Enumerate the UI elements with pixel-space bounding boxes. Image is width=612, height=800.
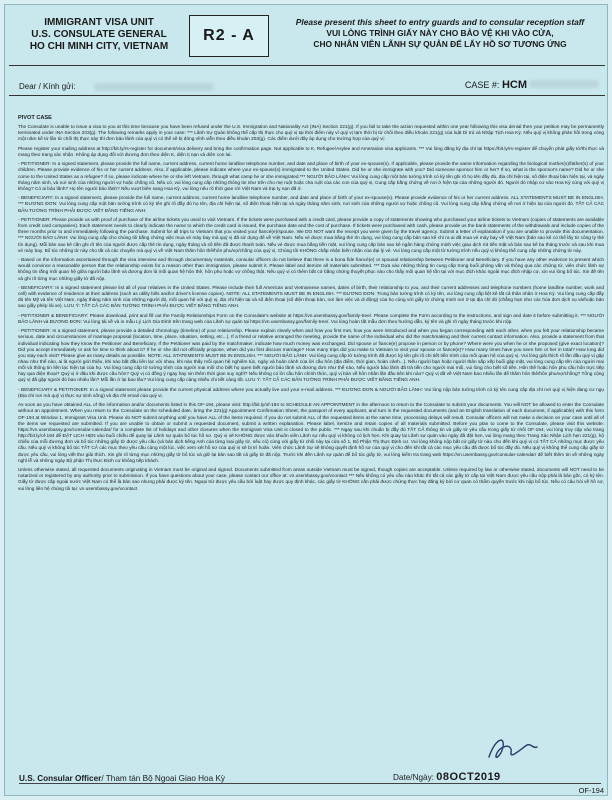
- paragraph-relationship-evidence: - Based on the information ascertained through the visa interview and through documentary materials, consular officers do not believe that there is a bona fide fiancé(e) or spousal relationship between Petitioner and Beneficiary. If you have any other evidence to present which would convince a reasonable person that the relationship exists for a reason other than immigration, please submit it. Please label and itemize all materials submitted. *** Dựa vào những thông tin cung cấp trong buổi phỏng vấn và thông qua các chứng từ, viên chức lãnh sự không tin rằng mối quan hệ giữa người bảo lãnh và đương đơn là mối quan hệ hôn thê, hôn phu hoặc vợ chồng thật. Nếu quý vị có thêm bất cứ bằng chứng thuyết phục nào cho thấy mối quan hệ tồn tại với mục đích khác ngoài mục đích nhập cư, xin vui lòng bổ túc. Xin đề tên và ghi rõ từng mục những giấy tờ đã nộp.: [18, 258, 604, 282]
- redacted-name: [94, 83, 214, 91]
- paragraph-document-requirements: Unless otherwise stated, all requested documents originating in Vietnam must be original and signed. Documents submitted from areas outside Vietnam must be signed, though copies are acceptable. Unless required by law or otherwise stated, documents will NOT need to be notarized or registered by any authority prior to submission. If you have questions about your case, please contact our office at: vn.usembassy.gov/vcontact *** Nếu không có yêu cầu nào khác thì tất cả các giấy tờ cấp tại Việt Nam được yêu cầu nộp phải là bản gốc, có ký tên. Giấy tờ được cấp ngoài nước Việt Nam có thể là bản sao nhưng phải được ký tên. Ngoại trừ được yêu cầu bởi luật hay được quy định khác, các giấy tờ KHÔNG cần phải được chứng thực hay đăng ký bởi cơ quan có thẩm quyền trước khi nộp bổ túc. Nếu có câu hỏi về hồ sơ, vui lòng liên hệ chúng tôi tại: vn.usembassy.gov/vcontact: [18, 468, 604, 492]
- section-title: PIVOT CASE: [18, 115, 52, 121]
- redacted-case-number: [529, 80, 599, 88]
- case-prefix: HCM: [501, 79, 527, 91]
- case-number: [465, 79, 599, 91]
- form-header: [9, 7, 605, 65]
- issuer-city: HO CHI MINH CITY, VIETNAM: [29, 41, 169, 52]
- paragraph-appointment-instructions: As soon as you have obtained ALL of the information and/or documents listed in this OF-194, please visit: http://bit.ly/of-194 to SCHEDULE AN APPOINTMENT in the afternoon to return to the Consulate to submit your documents. You will NOT be allowed to enter the Consulate without an appointment. When you return to the Consulate on the scheduled date, bring the 221(g) Appointment Confirmation Sheet, the passport of every applicant, and turn in the requested documents (and an English translation of each document, if applicable) with this form OF-194 at Window 1, Immigrant Visa Unit. Please do NOT submit anything until you have ALL of the items required. If you do not submit ALL of the requested items at the same time, processing delays will result. Consular officers will not make a decision on your case until all of the items we requested are submitted. If you are unable to obtain or submit a requested document, submit a written explanation. Please label, itemize and retain copies of all materials submitted. Before you plan to come to the Consulate, please visit this website: https://vn.usembassy.gov/consular-calendar/ for a complete list of holidays and other closures when the Immigrant Visa Unit is closed to the public. *** Ngay sau khi chuẩn bị đầy đủ TẤT CẢ thông tin và giấy tờ yêu cầu trong giấy từ chối OF-194, vui lòng truy cập vào trang http://bit.ly/of-194 để ĐẶT LỊCH HẸN vào buổi chiều để quay lại Lãnh sự quán bổ túc hồ sơ. Quý vị sẽ KHÔNG được vào khuôn viên Lãnh sự nếu quý vị không có lịch hẹn. Khi quay lại Lãnh sự quán vào ngày đã đặt hẹn, vui lòng mang theo Trang Xác Nhận Lịch hẹn 221(g), hộ chiếu của mỗi đương đơn và bổ túc những giấy tờ được yêu cầu (và bản dịch tiếng Anh của từng loại giấy tờ, nếu có) cùng với giấy từ chối này tại cửa số 1, Bộ Phận Thị thực Định cư. Vui lòng không nộp bất cứ giấy tờ nào cho đến khi quý vị có TẤT CẢ những mục được yêu cầu. Nếu quý vị không bổ túc TẤT CẢ các mục theo yêu cầu cùng một lúc, việc xem xét hồ sơ của quý vị sẽ bị trì hoãn. Viên chức Lãnh Sự sẽ không quyết định hồ sơ của quý vị cho đến khi tất cả các mục yêu cầu đã được bổ túc đầy đủ. Nếu quý vị không thể cung cấp giấy tờ được yêu cầu, vui lòng viết thư giải thích. Xin ghi rõ từng mục những giấy tờ bổ túc và giữ lại bản sao tất cả giấy tờ đã nộp. Trước khi đến Lãnh sự quán để bổ túc giấy tờ, vui lòng kiểm tra trang web https://vn.usembassy.gov/consular-calendar/ để biết thêm tin về những ngày nghỉ lễ và những ngày Bộ phận Thị thực Định cư không tiếp khách.: [18, 403, 604, 464]
- officer-signature: [483, 727, 543, 767]
- addressee-divider: [9, 95, 605, 96]
- issuer-unit: IMMIGRANT VISA UNIT: [44, 17, 154, 28]
- addressee-line: [19, 73, 599, 91]
- paragraph-relatives-in-us: - BENEFICIARY: In a signed statement please list all of your relatives in the United States. Please include their full American and Vietnamese names, dates of birth, their relationship to you, and their current addresses and telephone numbers (home landline number, work and cell) with evidence of residence at their address (such as utility bills and/or driver's license copies). NOTE: ALL STATEMENTS MUST BE IN ENGLISH. *** ĐƯƠNG ĐƠN: Trong bản tường trình có ký tên, vui lòng cung cấp liệt kê tất cả thân nhân ở Hoa Kỳ. Vui lòng cung cấp đầy đủ tên Mỹ và tên Việt Nam, ngày tháng năm sinh của những người đó, mối quan hệ với quý vị, địa chỉ hiện tại và số điện thoại (số điện thoại bàn, nơi làm việc và di động) của họ cùng với giấy tờ chứng minh nơi ở tại địa chỉ đó (chẳng hạn như các hóa đơn dịch vụ và/hoặc bản sao giấy phép lái xe). LƯU Ý: TẤT CẢ CÁC BẢN TƯỜNG TRÌNH PHẢI ĐƯỢC VIẾT BẰNG TIẾNG ANH.: [18, 285, 604, 310]
- letter-body: [18, 115, 604, 715]
- paragraph-family-tree-form: - PETITIONER & BENEFICIARY: Please download, print and fill out the Family Relationships Form on the Consulate's website at https://vn.usembassy.gov/family-tree/. Please complete the Form according to the instructions, and sign and date it before submitting it. *** NGƯỜI BẢO LÃNH và ĐƯƠNG ĐƠN: Vui lòng tải về và in mẫu Lý Lịch Gia Đình trên trang web của Lãnh sự quán tại https://vn.usembassy.gov/family-tree/. Vui lòng hoàn tất mẫu đơn theo hướng dẫn, ký tên và ghi rõ ngày tháng trước khi nộp.: [18, 313, 604, 325]
- issuer-consulate: U.S. CONSULATE GENERAL: [31, 29, 167, 40]
- paragraph-airline-tickets: - PETITIONER: Please provide us with proof of purchase of the airline tickets you used to visit Vietnam. If the tickets were purchased with a credit card, please provide a copy of statements showing who purchased your airline tickets to Vietnam (copies of statements are available from credit card companies). Each statement needs to clearly indicate the name to which the credit card is issued, the purchase date and the cost of purchase. If tickets were purchased with cash, please provide us the bank statements of the withdrawals and include copies of the three months prior to and immediately following the purchase. Submit for all trips to Vietnam that you visited your fiancé(e)/spouse. We DO NOT want the receipt you were given by the travel agency. Submit a letter of explanation if you are unable to provide this documentation. *** NGƯỜI BẢO LÃNH: Vui lòng cung cấp cho chúng tôi bằng chứng việc mua vé máy bay mà quý vị đã sử dụng để về Việt Nam. Nếu vé được mua bằng thẻ tín dụng, vui lòng cung cấp bản sao kê chi ra ai đã mua vé máy bay về Việt Nam (bản sao kê có thể lấy từ công ty thẻ tín dụng). Mỗi bản sao kê cần ghi rõ tên của người được cấp thẻ tín dụng, ngày tháng và số tiền đã được thanh toán. Nếu vé được mua bằng tiền mặt, vui lòng cung cấp bản sao kê ngân hàng chứng minh việc giao dịch rút tiền mặt và bản sao kê ba tháng trước và sau khi mua vé máy bay. Bổ túc những từ này cho tất cả các chuyến mà quý vị về Việt Nam thăm hôn thê/hôn phu/vợ/chồng của quý vị. Chúng tôi KHÔNG chấp nhận biên nhận của đại lý vé. Vui lòng cung cấp một tờ tường trình nếu quý vị không thể cung cấp những chứng từ này.: [18, 217, 604, 254]
- case-label: CASE #:: [464, 80, 500, 90]
- instruction-english: Please present this sheet to entry guards and to consular reception staff: [295, 17, 585, 27]
- header-divider: [9, 65, 605, 66]
- date-field: [393, 771, 501, 783]
- date-value: 08OCT2019: [436, 771, 501, 783]
- signature-line: [19, 783, 601, 784]
- officer-label: U.S. Consular Officer/ Tham tán Bộ Ngoại Giao Hoa Kỳ: [19, 774, 225, 783]
- paragraph-register-address: Please register your mailing address at http://bit.ly/rs-register for document/visa delivery and bring the confirmation page. Not applicable to K, Refugee/Asylee and Amerasian visa applicants. *** Vui lòng đăng ký địa chỉ tại https://bit.ly/rs-register để chuyển phát giấy tờ/thị thực và mang theo trang xác nhận. Không áp dụng đối với đương đơn theo diện K, diện tị nạn và diện con lai.: [18, 146, 604, 158]
- paragraph-relationship-timeline: - PETITIONER: In a signed statement, please provide a detailed chronology (timeline) of your relationship. Please explain clearly when and how you first met, how you were introduced and when you began corresponding with each other, when you felt your relationship became serious, date and circumstances of marriage proposal (location, time, place, situation, setting, etc...). If a friend or relative arranged the meeting, provide the name of the individual who did the matchmaking and their current contact information. Also, provide a statement from that individual indicating how they know the Petitioner and Beneficiary. If the Petitioner was paid by the matchmaker, indicate how much money was exchanged. Did spouse or fiance(e) propose in person or by phone? Where were you when he or she proposed (give exact location)? Did you accept immediately or ask for time to think about it? If he or she did not officially propose, when did you first discuss marriage? How many trips did you make to Vietnam to visit your spouse or fiance(e)? How many times have you seen him or her in total? How long did you stay each visit? Please give as many details as possible. NOTE: ALL STATEMENTS MUST BE IN ENGLISH. *** NGƯỜI BẢO LÃNH: Vui lòng cung cấp tờ tường trình đã được ký tên ghi rõ chi tiết tiến trình của mối quan hệ của quý vị. Vui lòng giải thích rõ lần đầu quý vị gặp nhau như thế nào, ai là người giới thiệu, khi nào bắt đầu liên lạc với nhau, khi nào thấy mối quan hệ nghiêm túc, ngày và hoàn cảnh của lời cầu hôn (địa điểm, thời gian, hoàn cảnh...). Nếu người bạn hoặc người thân sắp xếp buổi gặp mặt, vui lòng cung cấp tên của người mai mối và thông tin liên lạc hiện tại của họ. Vui lòng cung cấp tờ tường trình của người mai mối cho biết họ quen biết người bảo lãnh và đương đơn như thế nào. Nếu người bảo lãnh đã trả tiền cho người mai mối, vui lòng cho biết số tiền. Hôn thê hoặc hôn phu cầu hôn trực tiếp hay qua điện thoại? Quý vị ở đâu khi được cầu hôn? Quý vị có đồng ý ngay hay xin thêm thời gian suy nghĩ? Nếu không có lời cầu hôn chính thức, quý vị bàn về hôn nhân lần đầu tiên khi nào? Quý vị đã về Việt Nam bao nhiêu lần để thăm hôn thê/hôn phu/vợ/chồng? Tổng cộng quý vị đã gặp người đó bao nhiêu lần? Mỗi lần ở lại bao lâu? Vui lòng cung cấp càng nhiều chi tiết càng tốt. LƯU Ý: TẤT CẢ CÁC BẢN TƯỜNG TRÌNH PHẢI ĐƯỢC VIẾT BẰNG TIẾNG ANH.: [18, 329, 604, 384]
- dear-label: Dear / Kính gửi:: [19, 82, 76, 91]
- form-number: OF-194: [578, 786, 604, 795]
- date-label: Date/Ngày:: [393, 773, 434, 782]
- instruction-vietnamese-1: VUI LÒNG TRÌNH GIẤY NÀY CHO BẢO VỆ KHI VÀO CỬA,: [326, 28, 554, 38]
- signature-footer: [19, 769, 605, 783]
- issuer-block: [9, 7, 189, 65]
- instruction-block: [269, 7, 605, 65]
- paragraph-beneficiary-ex-spouse: - BENEFICIARY: In a signed statement, please provide the full name, current address, current home landline telephone number, and date and place of birth of your ex-spouse(s). Please provide evidence of his or her current address. ALL STATEMENTS MUST BE IN ENGLISH. *** ĐƯƠNG ĐƠN: Vui lòng cung cấp một bản tường trình có ký tên ghi rõ đầy đủ họ tên, địa chỉ hiện tại, số điện thoại hiện tại và ngày tháng năm sinh, nơi sinh của những người vợ hoặc chồng cũ. Vui lòng cung cấp bằng chứng về nơi ở hiện tại của người đó. TẤT CẢ CÁC BẢN TƯỜNG TRÌNH PHẢI ĐƯỢC VIẾT BẰNG TIẾNG ANH.: [18, 196, 604, 214]
- paragraph-petitioner-ex-spouse: - PETITIONER: In a signed statement, please provide the full name, current address, current home landline telephone number, and date and place of birth of your ex-spouse(s). If applicable, please provide the same information regarding the biological mother(s)/father(s) of your children. Please provide evidence of his or her current address. Also, if applicable, please indicate where your ex-spouse(s) immigrated to the United States. Did he or she immigrate with you? Did someone sponsor him or her? If so, what is the sponsor's name? Did he or she come to the United States as a refugee? If so, please indicate where he or she left Vietnam, through what camp he or she immigrated.*** NGƯỜI BẢO LÃNH: Vui lòng cung cấp một bản tường trình có ký tên ghi rõ họ tên đầy đủ, địa chỉ hiện tại, số điện thoại bàn hiện tại, và ngày tháng năm sinh, và nơi sinh của những người vợ hoặc chồng cũ. Nếu có, vui lòng cung cấp những thông tin như trên cho mẹ ruột hoặc cha ruột của các con của quý vị. Cung cấp bằng chứng về nơi ở hiện tại của những người đó. Người đó nhập cư vào Hoa Kỳ cùng với quý vị không? Có ai bảo lãnh? Họ tên người bảo lãnh? Nếu vượt biên sang Hoa Kỳ, vui lòng nêu rõ thời gian rời Việt Nam và trại tỵ nạn đã ở.: [18, 162, 604, 192]
- form-code-box: R2 - A: [189, 15, 269, 57]
- form-page: [4, 4, 608, 796]
- instruction-vietnamese-2: CHO NHÂN VIÊN LÃNH SỰ QUẢN ĐỂ LẤY HỒ SƠ TƯƠNG ỨNG: [313, 39, 567, 49]
- paragraph-intro: The Consulate is unable to issue a visa to you at this time because you have been refused under the U.S. Immigration and Nationality Act (INA) Section 221(g). If you fail to take the action requested within one year following this visa denial then your petition may be permanently terminated under INA Section 203(g). The following remarks apply in your case: *** Lãnh Sự Quán không thể cấp thị thực cho quý vị tại thời điểm này vì quý vị tạm thời bị từ chối theo điều khoản 221(g) của luật Di trú và Nhập Tịch Hoa Kỳ. Nếu quý vị không phản hồi trong vòng một năm kể từ lần từ chối thị thực này thì đơn bảo lãnh của quý vị có thể sẽ bị đóng vĩnh viễn theo điều khoản 203(g). Các điểm dưới đây áp dụng cho trường hợp của quý vị:: [18, 125, 604, 143]
- paragraph-current-address: - BENEFICIARY & PETITIONER: In a signed statement please provide the current physical address where you actually live and your e-mail address. *** ĐƯƠNG ĐƠN & NGƯỜI BẢO LÃNH: Vui lòng nộp bản tường trình có ký tên cung cấp địa chỉ nơi quý vị hiện đang cư ngụ (Địa chỉ nơi mà quý vị thực sự sinh sống) và địa chỉ email của quý vị.: [18, 387, 604, 399]
